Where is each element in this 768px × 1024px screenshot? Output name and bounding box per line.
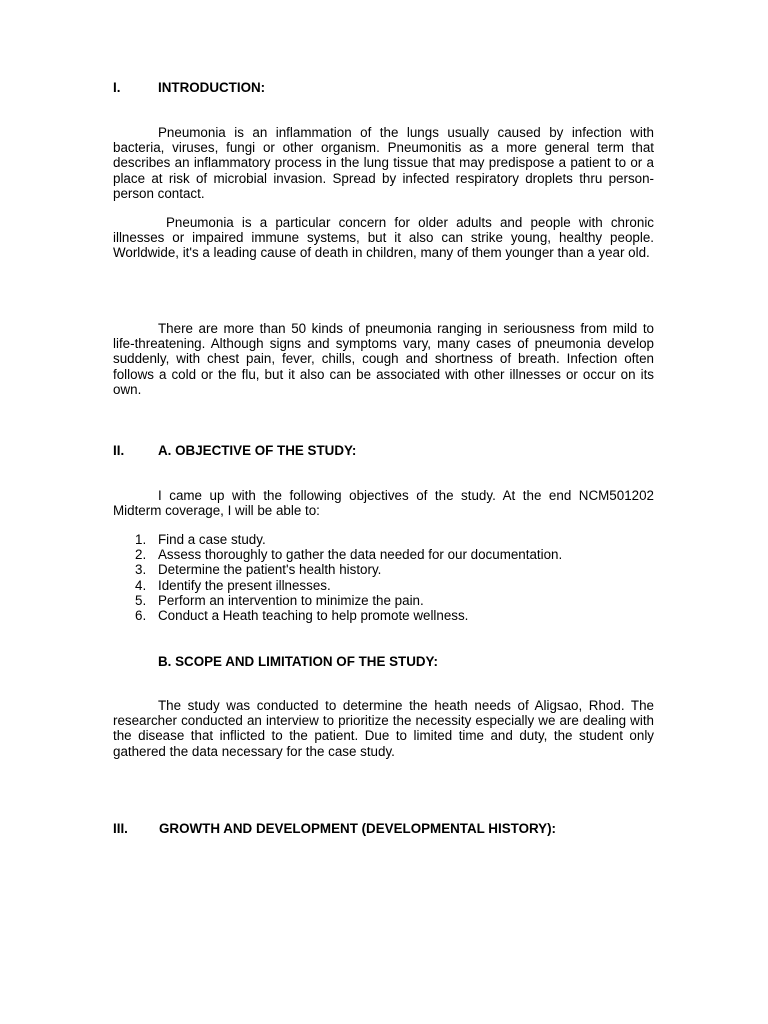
- section-number: II.: [113, 443, 125, 458]
- objective-intro-paragraph: I came up with the following objectives of the study. At the end NCM501202 Midterm coverage, I will be able to:: [113, 488, 654, 519]
- intro-paragraph-1: Pneumonia is an inflammation of the lungs usually caused by infection with bacteria, viruses, fungi or other organism. Pneumonitis as a more general term that describes an inflammatory process in the lung tissue that may predispose a patient to or a place at risk of microbial invasion. Spread by infected respiratory droplets thru person-person contact.: [113, 125, 654, 201]
- list-item-text: Identify the present illnesses.: [158, 577, 331, 593]
- list-item-number: 6.: [135, 607, 147, 623]
- section-heading-objective: [113, 443, 513, 459]
- list-item: [113, 578, 654, 593]
- list-item: [113, 593, 654, 608]
- section-heading-scope: [158, 654, 558, 670]
- list-item-number: 3.: [135, 562, 147, 578]
- list-item-text: Conduct a Heath teaching to help promote wellness.: [158, 607, 469, 623]
- list-item-text: Assess thoroughly to gather the data needed for our documentation.: [158, 547, 563, 563]
- list-item-number: 1.: [135, 532, 147, 547]
- section-title: A. OBJECTIVE OF THE STUDY:: [158, 443, 357, 458]
- list-item: [113, 532, 654, 547]
- list-item-text: Determine the patient's health history.: [158, 562, 382, 578]
- section-number: I.: [113, 80, 121, 95]
- objectives-list: [113, 532, 654, 623]
- list-item: [113, 562, 654, 577]
- section-title: INTRODUCTION:: [158, 80, 266, 95]
- list-item-text: Find a case study.: [158, 532, 266, 547]
- list-item: [113, 608, 654, 623]
- intro-paragraph-3: There are more than 50 kinds of pneumonia ranging in seriousness from mild to life-threatening. Although signs and symptoms vary, many cases of pneumonia develop suddenly, with chest pain, fever, chills, cough and shortness of breath. Infection often follows a cold or the flu, but it also can be associated with other illnesses or occur on its own.: [113, 321, 654, 397]
- section-title: B. SCOPE AND LIMITATION OF THE STUDY:: [158, 654, 438, 669]
- section-heading-growth: [113, 821, 653, 837]
- section-heading-introduction: [113, 80, 513, 96]
- scope-paragraph: The study was conducted to determine the heath needs of Aligsao, Rhod. The researcher conducted an interview to prioritize the necessity especially we are dealing with the disease that inflicted to the patient. Due to limited time and duty, the student only gathered the data necessary for the case study.: [113, 698, 654, 759]
- intro-paragraph-2: Pneumonia is a particular concern for older adults and people with chronic illnesses or impaired immune systems, but it also can strike young, healthy people. Worldwide, it's a leading cause of death in children, many of them younger than a year old.: [113, 215, 654, 261]
- list-item-number: 5.: [135, 592, 147, 608]
- section-title: GROWTH AND DEVELOPMENT (DEVELOPMENTAL HISTORY):: [159, 821, 557, 836]
- list-item: [113, 547, 654, 562]
- list-item-text: Perform an intervention to minimize the pain.: [158, 592, 424, 608]
- section-number: III.: [113, 821, 128, 836]
- list-item-number: 4.: [135, 577, 147, 593]
- list-item-number: 2.: [135, 547, 147, 563]
